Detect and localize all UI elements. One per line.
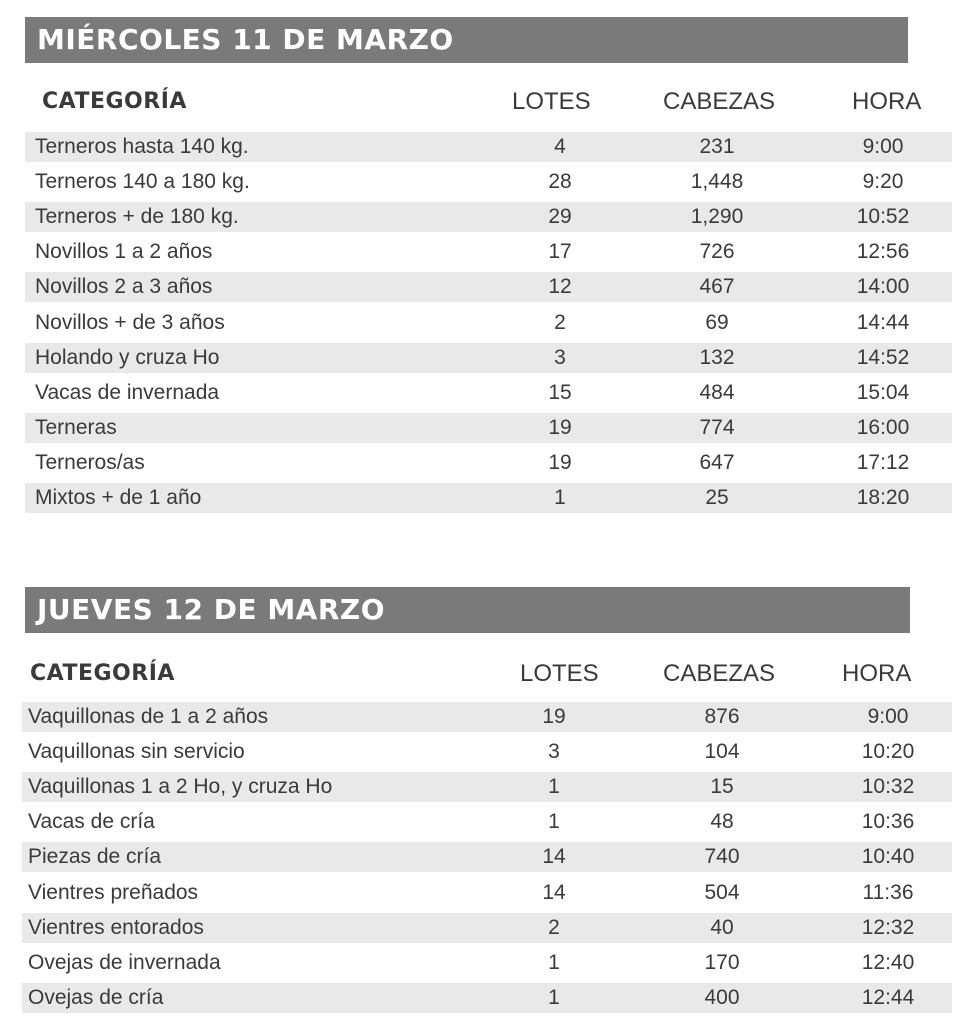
cell-hora: 15:04 — [856, 380, 910, 404]
table-row — [25, 237, 952, 267]
cell-cabezas: 484 — [699, 380, 735, 404]
cell-hora: 17:12 — [856, 450, 910, 474]
cell-categoria: Vacas de cría — [28, 810, 155, 834]
header-hora: HORA — [852, 88, 922, 115]
cell-lotes: 14 — [542, 845, 566, 869]
cell-cabezas: 25 — [705, 486, 729, 509]
cell-categoria: Vaquillonas 1 a 2 Ho, y cruza Ho — [28, 775, 333, 799]
table-row — [25, 483, 952, 513]
table-row — [25, 413, 952, 443]
cell-cabezas: 1,448 — [690, 170, 744, 194]
table-row — [22, 913, 952, 943]
cell-cabezas: 48 — [710, 810, 734, 834]
cell-hora: 11:36 — [862, 880, 914, 904]
cell-lotes: 15 — [548, 380, 572, 404]
table-row — [22, 878, 952, 908]
cell-lotes: 1 — [548, 775, 560, 799]
cell-cabezas: 15 — [710, 775, 734, 799]
cell-hora: 12:44 — [861, 985, 915, 1009]
cell-lotes: 12 — [548, 275, 572, 299]
cell-lotes: 2 — [554, 310, 566, 334]
cell-categoria: Terneros + de 180 kg. — [35, 205, 239, 229]
cell-categoria: Vientres entorados — [28, 915, 204, 939]
cell-cabezas: 231 — [699, 135, 735, 158]
cell-cabezas: 774 — [699, 415, 735, 439]
cell-cabezas: 1,290 — [690, 205, 744, 229]
table-row — [25, 343, 952, 373]
cell-hora: 12:40 — [861, 950, 915, 974]
cell-hora: 14:00 — [856, 275, 910, 299]
cell-categoria: Piezas de cría — [28, 845, 162, 869]
table-row — [22, 807, 952, 837]
cell-categoria: Terneros/as — [35, 450, 145, 474]
section-title: MIÉRCOLES 11 DE MARZO — [25, 17, 908, 63]
cell-cabezas: 726 — [699, 240, 735, 264]
cell-cabezas: 467 — [699, 275, 735, 299]
cell-lotes: 14 — [542, 880, 566, 904]
table-row — [25, 132, 952, 162]
table-row — [22, 772, 952, 802]
cell-lotes: 4 — [554, 135, 566, 158]
cell-lotes: 2 — [548, 915, 560, 939]
cell-hora: 12:56 — [856, 240, 910, 264]
table-row — [25, 167, 952, 197]
cell-cabezas: 104 — [704, 740, 740, 764]
cell-hora: 9:00 — [867, 705, 909, 728]
cell-hora: 9:20 — [862, 170, 904, 194]
cell-categoria: Holando y cruza Ho — [35, 345, 220, 369]
cell-cabezas: 740 — [704, 845, 740, 869]
cell-cabezas: 170 — [704, 950, 740, 974]
cell-categoria: Terneros 140 a 180 kg. — [35, 170, 250, 194]
table-row — [22, 948, 952, 978]
cell-categoria: Ovejas de cría — [28, 985, 164, 1009]
cell-cabezas: 504 — [704, 880, 740, 904]
cell-categoria: Ovejas de invernada — [28, 950, 221, 974]
cell-hora: 18:20 — [856, 486, 910, 509]
cell-cabezas: 40 — [710, 915, 734, 939]
table-row — [22, 702, 952, 732]
cell-cabezas: 647 — [699, 450, 735, 474]
cell-hora: 10:36 — [861, 810, 915, 834]
cell-lotes: 19 — [548, 415, 572, 439]
table-row — [25, 202, 952, 232]
cell-categoria: Vientres preñados — [28, 880, 199, 904]
cell-hora: 14:52 — [856, 345, 910, 369]
cell-categoria: Novillos 1 a 2 años — [35, 240, 213, 264]
header-lotes: LOTES — [520, 660, 599, 687]
cell-hora: 10:52 — [856, 205, 910, 229]
header-cabezas: CABEZAS — [663, 88, 776, 115]
cell-lotes: 3 — [554, 345, 566, 369]
cell-hora: 16:00 — [856, 415, 910, 439]
cell-categoria: Novillos + de 3 años — [35, 310, 225, 334]
header-cabezas: CABEZAS — [663, 660, 776, 687]
cell-hora: 10:40 — [861, 845, 915, 869]
cell-hora: 14:44 — [856, 310, 910, 334]
cell-categoria: Vaquillonas sin servicio — [28, 740, 245, 764]
table-row — [25, 308, 952, 338]
header-lotes: LOTES — [512, 88, 591, 115]
cell-lotes: 17 — [548, 240, 572, 264]
cell-lotes: 28 — [548, 170, 572, 194]
cell-categoria: Vacas de invernada — [35, 380, 220, 404]
table-row — [22, 842, 952, 872]
cell-categoria: Mixtos + de 1 año — [35, 486, 202, 509]
header-categoria: CATEGORÍA — [42, 89, 187, 114]
table-row — [22, 983, 952, 1013]
cell-lotes: 3 — [548, 740, 560, 764]
cell-categoria: Terneras — [35, 415, 117, 439]
cell-categoria: Novillos 2 a 3 años — [35, 275, 213, 299]
table-row — [25, 272, 952, 302]
header-categoria: CATEGORÍA — [30, 661, 175, 686]
cell-lotes: 1 — [548, 985, 560, 1009]
table-row — [22, 737, 952, 767]
cell-cabezas: 69 — [705, 310, 729, 334]
cell-lotes: 1 — [548, 950, 560, 974]
cell-hora: 12:32 — [861, 915, 915, 939]
cell-cabezas: 132 — [699, 345, 735, 369]
cell-lotes: 19 — [542, 705, 566, 728]
cell-hora: 10:32 — [861, 775, 915, 799]
cell-hora: 9:00 — [862, 135, 904, 158]
table-row — [25, 378, 952, 408]
table-row — [25, 448, 952, 478]
cell-lotes: 1 — [554, 486, 566, 509]
cell-lotes: 1 — [548, 810, 560, 834]
cell-categoria: Terneros hasta 140 kg. — [35, 135, 249, 158]
cell-cabezas: 400 — [704, 985, 740, 1009]
cell-lotes: 19 — [548, 450, 572, 474]
header-hora: HORA — [842, 660, 912, 687]
cell-lotes: 29 — [548, 205, 572, 229]
cell-categoria: Vaquillonas de 1 a 2 años — [28, 705, 269, 728]
cell-hora: 10:20 — [861, 740, 915, 764]
section-title: JUEVES 12 DE MARZO — [25, 587, 910, 633]
cell-cabezas: 876 — [704, 705, 740, 728]
